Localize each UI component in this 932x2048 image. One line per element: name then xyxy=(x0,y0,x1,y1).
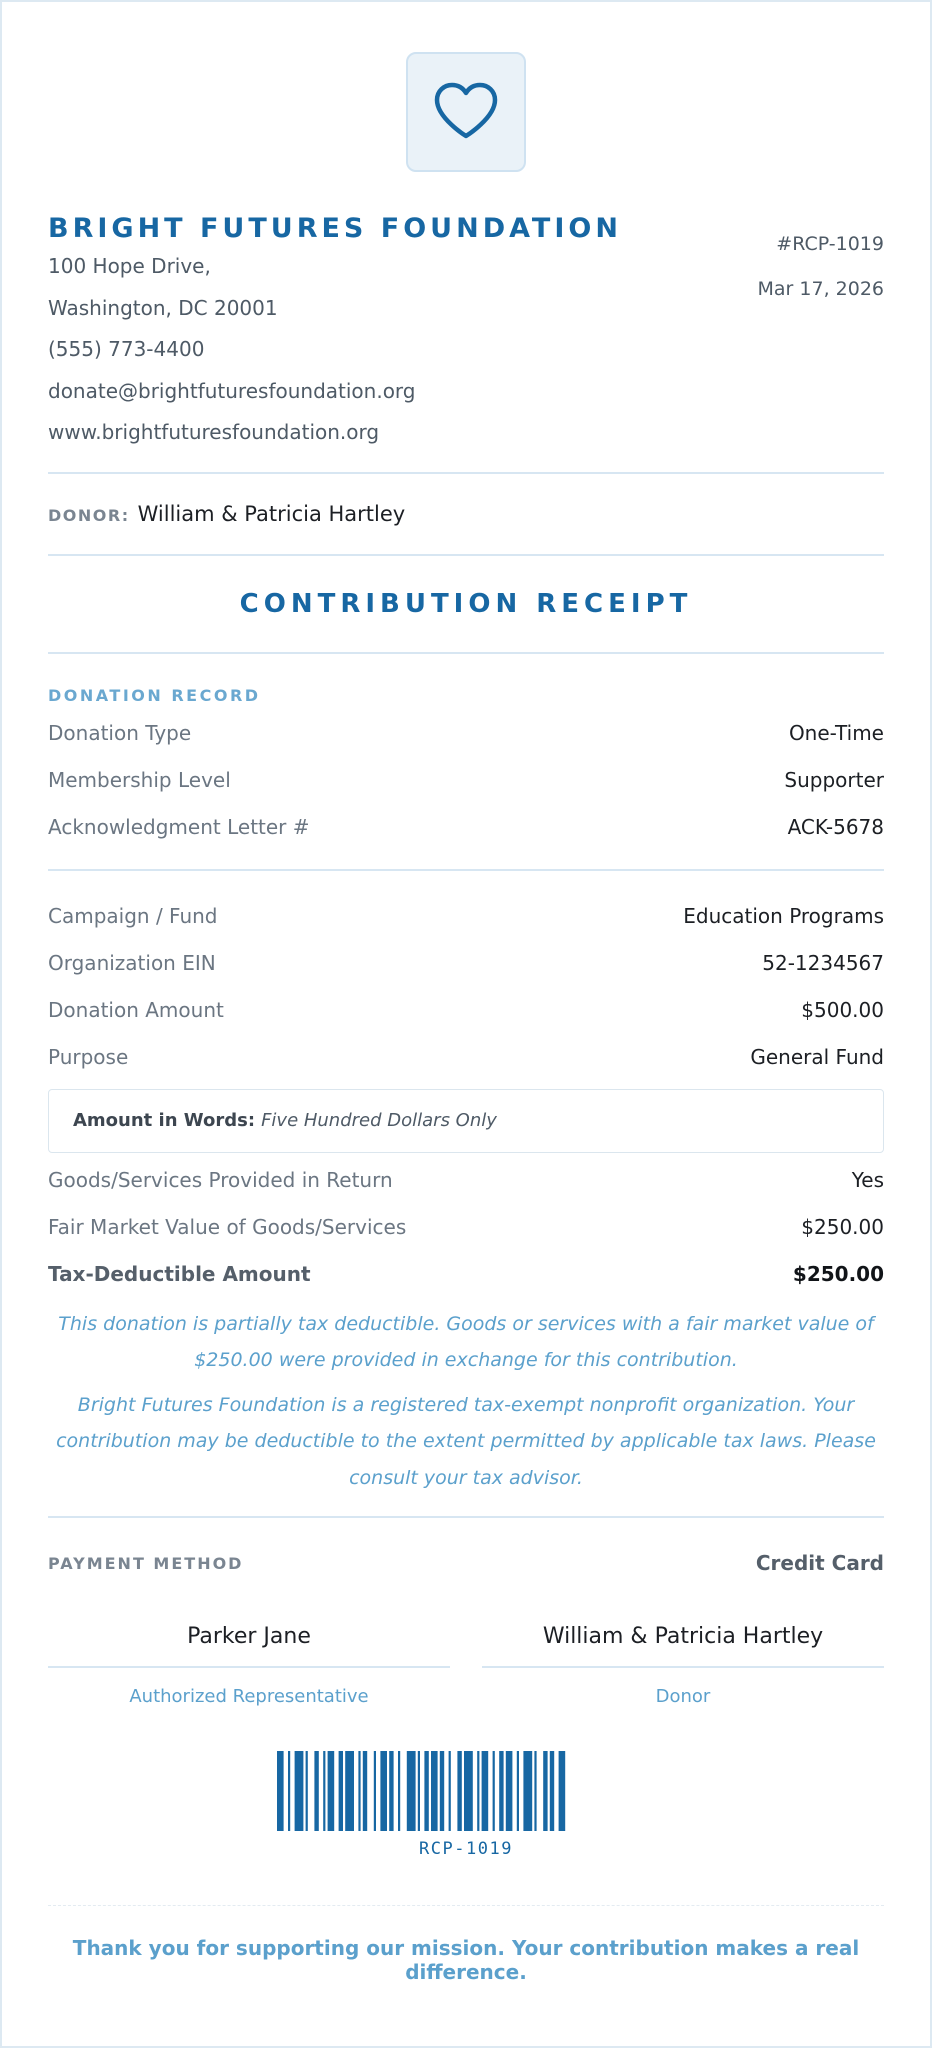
receipt-header xyxy=(48,212,884,454)
kv-key: Acknowledgment Letter # xyxy=(48,815,310,839)
signature-representative xyxy=(48,1608,450,1707)
kv-row-campaign xyxy=(48,893,884,940)
kv-key: Donation Type xyxy=(48,721,192,745)
kv-key: Tax-Deductible Amount xyxy=(48,1262,311,1286)
donation-record-list xyxy=(48,710,884,851)
signature-name: William & Patricia Hartley xyxy=(482,1608,884,1668)
goods-list xyxy=(48,1157,884,1298)
kv-key: Donation Amount xyxy=(48,998,224,1022)
kv-key: Purpose xyxy=(48,1045,129,1069)
signature-name: Parker Jane xyxy=(48,1608,450,1668)
payment-method-label: PAYMENT METHOD xyxy=(48,1553,244,1573)
barcode xyxy=(277,1751,655,1831)
kv-key: Goods/Services Provided in Return xyxy=(48,1168,393,1192)
payment-row xyxy=(48,1518,884,1608)
kv-row-donation-type xyxy=(48,710,884,757)
signature-role: Authorized Representative xyxy=(129,1686,369,1707)
kv-value: ACK-5678 xyxy=(787,815,884,839)
amount-in-words-box xyxy=(48,1089,884,1153)
signature-role: Donor xyxy=(655,1686,711,1707)
kv-value: Education Programs xyxy=(683,904,884,928)
kv-value: 52-1234567 xyxy=(762,951,884,975)
kv-row-ein xyxy=(48,940,884,987)
donor-row xyxy=(48,474,884,554)
logo-badge xyxy=(406,52,526,172)
title-row xyxy=(48,556,884,652)
kv-value: One-Time xyxy=(788,721,884,745)
kv-key: Membership Level xyxy=(48,768,231,792)
amount-in-words-text: Five Hundred Dollars Only xyxy=(261,1110,497,1131)
signatures xyxy=(48,1608,884,1707)
kv-key: Fair Market Value of Goods/Services xyxy=(48,1215,407,1239)
kv-value: Supporter xyxy=(784,768,884,792)
amount-in-words-label: Amount in Words: xyxy=(73,1110,256,1131)
barcode-area xyxy=(48,1751,884,1859)
donor-name: William & Patricia Hartley xyxy=(137,501,406,526)
kv-value: $500.00 xyxy=(801,998,884,1022)
heart-icon xyxy=(433,82,499,142)
details-list xyxy=(48,893,884,1081)
logo-area xyxy=(48,2,884,172)
org-address-street: 100 Hope Drive, xyxy=(48,254,211,278)
receipt-meta xyxy=(758,212,885,454)
org-name: BRIGHT FUTURES FOUNDATION xyxy=(48,213,622,244)
kv-key: Organization EIN xyxy=(48,951,216,975)
kv-row-goods-provided xyxy=(48,1157,884,1204)
kv-value: $250.00 xyxy=(801,1215,884,1239)
org-website: www.brightfuturesfoundation.org xyxy=(48,420,380,444)
tax-note-exempt: Bright Futures Foundation is a registered tax-exempt nonprofit organization. Your contribution may be deductible to the extent permitted by applicable tax laws. Please consult your tax advisor. xyxy=(56,1393,876,1489)
org-block xyxy=(48,212,622,454)
kv-row-fair-market-value xyxy=(48,1204,884,1251)
donor-label: DONOR: xyxy=(48,506,130,525)
kv-row-membership-level xyxy=(48,757,884,804)
kv-value: $250.00 xyxy=(792,1262,884,1286)
kv-row-donation-amount xyxy=(48,987,884,1034)
org-phone: (555) 773-4400 xyxy=(48,337,205,361)
thank-you-message: Thank you for supporting our mission. Your contribution makes a real difference. xyxy=(72,1936,860,1984)
kv-row-tax-deductible xyxy=(48,1251,884,1298)
section-label-donation-record: DONATION RECORD xyxy=(48,685,261,705)
signature-donor xyxy=(482,1608,884,1707)
tax-note-partial: This donation is partially tax deductible. Goods or services with a fair market value of $250.00 were provided in exchange for this contribution. xyxy=(58,1312,874,1371)
barcode-text: RCP-1019 xyxy=(419,1839,513,1859)
kv-value: Yes xyxy=(851,1168,884,1192)
footer-divider xyxy=(48,1905,884,1906)
kv-row-purpose xyxy=(48,1034,884,1081)
org-address-city: Washington, DC 20001 xyxy=(48,295,278,320)
page-title: CONTRIBUTION RECEIPT xyxy=(239,588,693,619)
kv-key: Campaign / Fund xyxy=(48,904,218,928)
kv-row-ack-letter xyxy=(48,804,884,851)
receipt-number: #RCP-1019 xyxy=(776,233,884,255)
divider xyxy=(48,652,884,654)
divider xyxy=(48,869,884,871)
org-email: donate@brightfuturesfoundation.org xyxy=(48,378,416,403)
kv-value: General Fund xyxy=(750,1045,884,1069)
payment-method-value: Credit Card xyxy=(755,1551,884,1575)
receipt-date: Mar 17, 2026 xyxy=(757,278,884,300)
